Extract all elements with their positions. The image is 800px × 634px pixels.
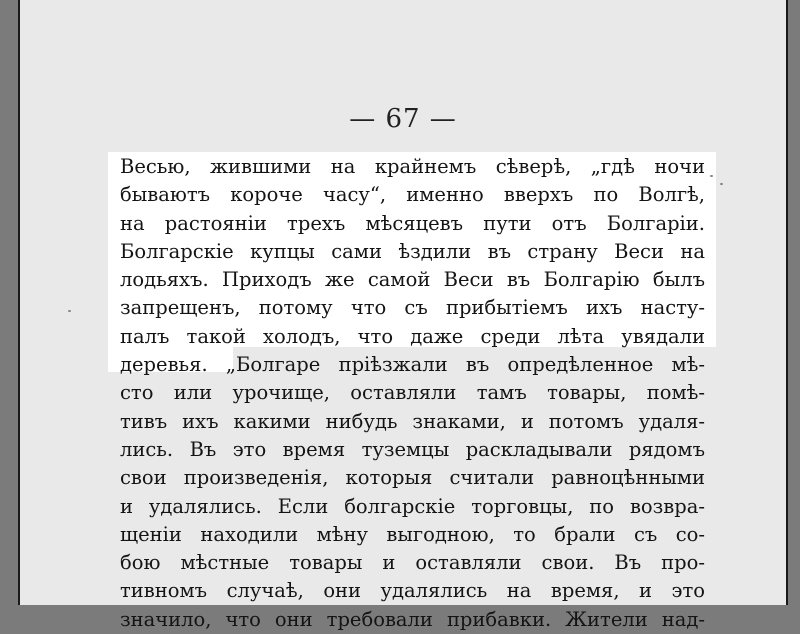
scan-speck — [720, 183, 723, 185]
text-line: тивномъ случаѣ, они удалялись на время, и это — [120, 579, 705, 603]
text-line: бою мѣстные товары и оставляли свои. Въ про- — [120, 551, 705, 575]
text-line: бываютъ короче часу“, именно вверхъ по Волгѣ, — [120, 183, 705, 207]
text-line: Весью, жившими на крайнемъ сѣверѣ, „гдѣ ночи — [120, 155, 705, 178]
text-line: свои произведенія, которыя считали равноцѣнными — [120, 466, 705, 490]
scan-speck — [68, 310, 71, 312]
text-line: лись. Въ это время туземцы раскладывали рядомъ — [120, 437, 705, 461]
text-line: и удалялись. Если болгарскіе торговцы, по возвра- — [120, 494, 705, 518]
text-line: лодьяхъ. Приходъ же самой Веси въ Болгарію былъ — [120, 268, 705, 292]
text-line: палъ такой холодъ, что даже среди лѣта увядали — [120, 324, 705, 348]
text-line: значило, что они требовали прибавки. Жители над- — [120, 607, 705, 631]
text-line: на растояніи трехъ мѣсяцевъ пути отъ Болгаріи. — [120, 211, 705, 235]
text-line: деревья. „Болгаре пріѣзжали въ опредѣленное мѣ- — [120, 353, 705, 377]
text-line: запрещенъ, потому что съ прибытіемъ ихъ насту- — [120, 296, 705, 320]
text-line: щеніи находили мѣну выгодною, то брали съ со- — [120, 522, 705, 546]
text-line: Болгарскіе купцы сами ѣздили въ страну Веси на — [120, 239, 705, 263]
body-text — [120, 153, 705, 634]
text-line: сто или урочище, оставляли тамъ товары, помѣ- — [120, 381, 705, 405]
scan-speck — [710, 175, 713, 177]
scanned-page — [18, 0, 788, 631]
page-number: — 67 — — [349, 104, 457, 134]
text-line: тивъ ихъ какими нибудь знаками, и потомъ удаля- — [120, 409, 705, 433]
